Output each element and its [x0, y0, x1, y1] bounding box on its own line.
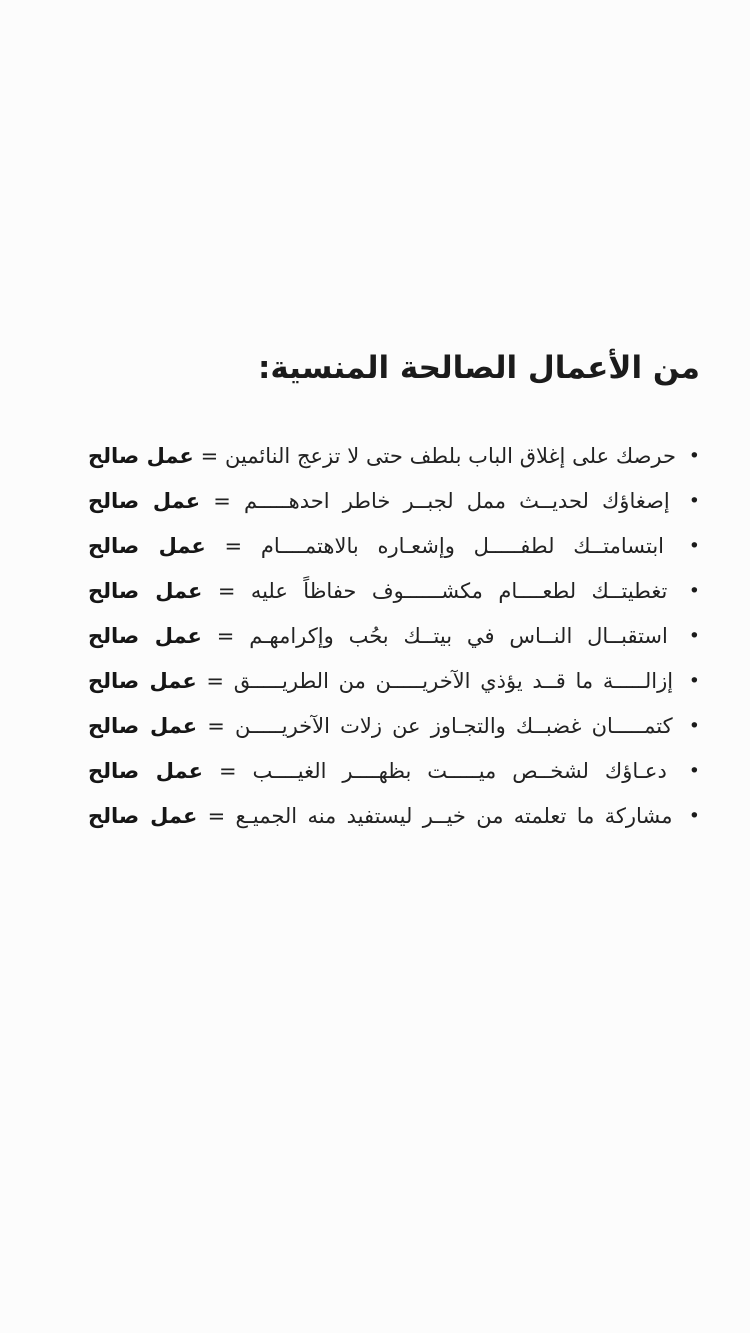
deed-text: حرصك على إغلاق الباب بلطف حتى لا تزعج النائمين [224, 443, 676, 468]
bullet-icon: • [688, 535, 700, 558]
deed-text: ابتسامتــك لطفـــــل وإشعـاره بالاهتمــــام [260, 533, 665, 558]
deed-text: دعـاؤك لشخــص ميـــــت بظهــــر الغيــــب [252, 758, 667, 783]
list-item [88, 749, 700, 794]
deed-result: عمل صالح [88, 533, 206, 558]
deed-result: عمل صالح [88, 623, 202, 648]
page-title: من الأعمال الصالحة المنسية: [257, 350, 700, 386]
list-item [88, 434, 700, 479]
bullet-icon: • [688, 670, 700, 693]
deed-result: عمل صالح [88, 803, 198, 828]
list-item [88, 569, 700, 614]
list-item [88, 704, 700, 749]
deed-text: استقبــال النــاس في بيتــك بحُب وإكرامهـم [249, 623, 668, 648]
list-item [88, 524, 700, 569]
list-item [88, 659, 700, 704]
deed-text: كتمـــــان غضبــك والتجـاوز عن زلات الآخريـــــن [234, 713, 673, 738]
deed-result: عمل صالح [88, 758, 203, 783]
equals-sign: = [207, 803, 226, 828]
equals-sign: = [200, 443, 219, 468]
deed-text: تغطيتــك لطعــــام مكشــــــوف حفاظاً عليه [250, 578, 668, 603]
equals-sign: = [218, 758, 237, 783]
bullet-icon: • [688, 805, 700, 828]
bullet-icon: • [688, 760, 700, 783]
list-item [88, 479, 700, 524]
deed-text: مشاركة ما تعلمته من خيــر ليستفيد منه الجميـع [235, 803, 673, 828]
bullet-icon: • [688, 625, 700, 648]
bullet-icon: • [688, 715, 700, 738]
deed-result: عمل صالح [88, 713, 198, 738]
deed-result: عمل صالح [88, 443, 194, 468]
deed-text: إصغاؤك لحديــث ممل لجبــر خاطر احدهـــــم [243, 488, 670, 513]
equals-sign: = [217, 578, 236, 603]
bullet-icon: • [688, 445, 700, 468]
equals-sign: = [206, 668, 225, 693]
equals-sign: = [224, 533, 243, 558]
deed-result: عمل صالح [88, 488, 201, 513]
bullet-icon: • [688, 490, 700, 513]
deed-result: عمل صالح [88, 668, 197, 693]
deed-text: إزالـــــة ما قــد يؤذي الآخريـــــن من الطريـــــق [233, 668, 674, 693]
deed-result: عمل صالح [88, 578, 203, 603]
list-item [88, 794, 700, 839]
deeds-list [88, 434, 700, 839]
bullet-icon: • [688, 580, 700, 603]
equals-sign: = [216, 623, 235, 648]
equals-sign: = [207, 713, 225, 738]
equals-sign: = [213, 488, 231, 513]
list-item [88, 614, 700, 659]
